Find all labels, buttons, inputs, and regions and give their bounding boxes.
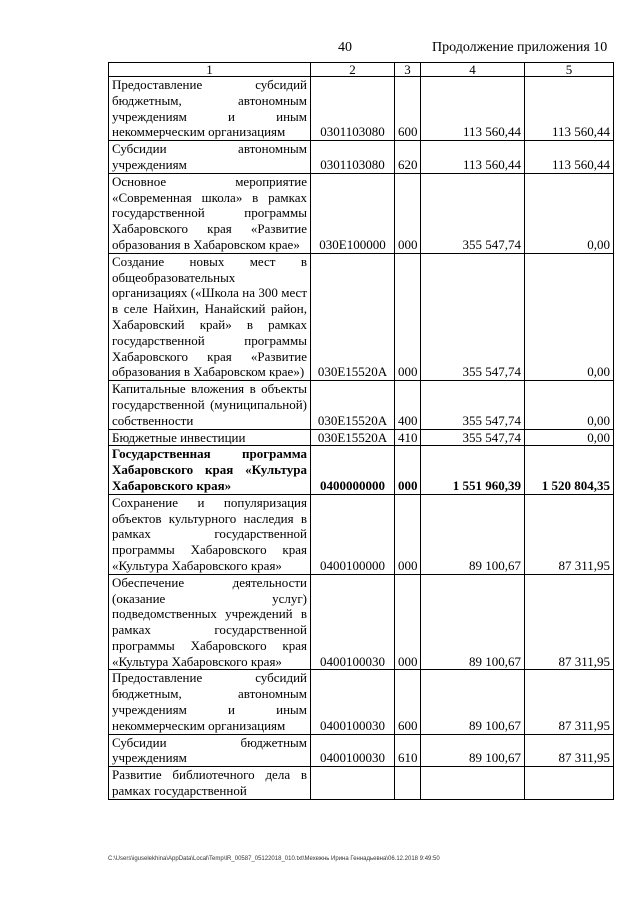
expense-type-code: 000 xyxy=(395,253,421,380)
budget-table xyxy=(108,62,614,800)
target-article-code: 030E15520A xyxy=(311,429,395,446)
amount-year-2: 87 311,95 xyxy=(525,574,614,670)
column-number-row xyxy=(109,63,614,77)
continuation-label: Продолжение приложения 10 xyxy=(432,40,608,55)
item-name: Развитие библиотечного дела в рамках государственной xyxy=(109,767,311,800)
item-name: Субсидии автономным учреждениям xyxy=(109,141,311,174)
amount-year-1 xyxy=(421,767,525,800)
amount-year-1: 89 100,67 xyxy=(421,734,525,767)
page-number: 40 xyxy=(338,40,352,55)
amount-year-1: 89 100,67 xyxy=(421,494,525,574)
expense-type-code: 410 xyxy=(395,429,421,446)
item-name: Предоставление субсидий бюджетным, автономным учреждениям и иным некоммерческим организациям xyxy=(109,77,311,141)
amount-year-2: 1 520 804,35 xyxy=(525,446,614,494)
column-header: 2 xyxy=(311,63,395,77)
table-row xyxy=(109,77,614,141)
target-article-code: 0400100030 xyxy=(311,574,395,670)
amount-year-1: 355 547,74 xyxy=(421,253,525,380)
table-row-continued xyxy=(109,767,614,800)
expense-type-code: 620 xyxy=(395,141,421,174)
table-row xyxy=(109,734,614,767)
amount-year-1: 1 551 960,39 xyxy=(421,446,525,494)
expense-type-code: 400 xyxy=(395,381,421,429)
amount-year-2 xyxy=(525,767,614,800)
item-name: Субсидии бюджетным учреждениям xyxy=(109,734,311,767)
amount-year-2: 0,00 xyxy=(525,173,614,253)
item-name: Обеспечение деятельности (оказание услуг) подведомственных учреждений в рамках государственной программы Хабаровского края «Культура Хабаровского края» xyxy=(109,574,311,670)
expense-type-code: 000 xyxy=(395,494,421,574)
amount-year-2: 87 311,95 xyxy=(525,734,614,767)
expense-type-code: 610 xyxy=(395,734,421,767)
column-header: 4 xyxy=(421,63,525,77)
item-name: Основное мероприятие «Современная школа» в рамках государственной программы Хабаровского края «Развитие образования в Хабаровском крае» xyxy=(109,173,311,253)
expense-type-code: 000 xyxy=(395,446,421,494)
amount-year-2: 113 560,44 xyxy=(525,141,614,174)
item-name: Капитальные вложения в объекты государственной (муниципальной) собственности xyxy=(109,381,311,429)
item-name: Бюджетные инвестиции xyxy=(109,429,311,446)
table-row xyxy=(109,253,614,380)
column-header: 3 xyxy=(395,63,421,77)
target-article-code: 0301103080 xyxy=(311,77,395,141)
file-path-footer: C:\Users\iguselekhina\AppData\Local\Temp\IR_00587_05122018_010.txt\Мехежнь Ирина Геннадьевна\06.12.2018 9:49:50 xyxy=(108,856,440,862)
amount-year-1: 89 100,67 xyxy=(421,574,525,670)
item-name: Сохранение и популяризация объектов культурного наследия в рамках государственной программы Хабаровского края «Культура Хабаровского края» xyxy=(109,494,311,574)
table-row xyxy=(109,381,614,429)
target-article-code xyxy=(311,767,395,800)
amount-year-2: 87 311,95 xyxy=(525,494,614,574)
expense-type-code: 000 xyxy=(395,173,421,253)
item-name: Создание новых мест в общеобразовательных организациях («Школа на 300 мест в селе Найхин, Нанайский район, Хабаровский край» в рамках государственной программы Хабаровского края «Развитие образования в Хабаровском крае») xyxy=(109,253,311,380)
table-row xyxy=(109,429,614,446)
expense-type-code: 600 xyxy=(395,670,421,734)
amount-year-1: 113 560,44 xyxy=(421,141,525,174)
target-article-code: 0400000000 xyxy=(311,446,395,494)
amount-year-2: 0,00 xyxy=(525,429,614,446)
target-article-code: 0400100030 xyxy=(311,734,395,767)
table-row xyxy=(109,574,614,670)
table-row xyxy=(109,173,614,253)
amount-year-1: 89 100,67 xyxy=(421,670,525,734)
amount-year-2: 0,00 xyxy=(525,381,614,429)
amount-year-2: 0,00 xyxy=(525,253,614,380)
amount-year-1: 355 547,74 xyxy=(421,173,525,253)
table-row xyxy=(109,494,614,574)
target-article-code: 0400100030 xyxy=(311,670,395,734)
target-article-code: 0400100000 xyxy=(311,494,395,574)
expense-type-code: 000 xyxy=(395,574,421,670)
target-article-code: 0301103080 xyxy=(311,141,395,174)
item-name: Государственная программа Хабаровского края «Культура Хабаровского края» xyxy=(109,446,311,494)
expense-type-code xyxy=(395,767,421,800)
column-header: 1 xyxy=(109,63,311,77)
table-row xyxy=(109,670,614,734)
target-article-code: 030E15520A xyxy=(311,253,395,380)
table-row xyxy=(109,141,614,174)
amount-year-2: 87 311,95 xyxy=(525,670,614,734)
column-header: 5 xyxy=(525,63,614,77)
table-row-program-total xyxy=(109,446,614,494)
amount-year-2: 113 560,44 xyxy=(525,77,614,141)
amount-year-1: 355 547,74 xyxy=(421,381,525,429)
amount-year-1: 113 560,44 xyxy=(421,77,525,141)
target-article-code: 030E15520A xyxy=(311,381,395,429)
amount-year-1: 355 547,74 xyxy=(421,429,525,446)
expense-type-code: 600 xyxy=(395,77,421,141)
target-article-code: 030E100000 xyxy=(311,173,395,253)
item-name: Предоставление субсидий бюджетным, автономным учреждениям и иным некоммерческим организациям xyxy=(109,670,311,734)
